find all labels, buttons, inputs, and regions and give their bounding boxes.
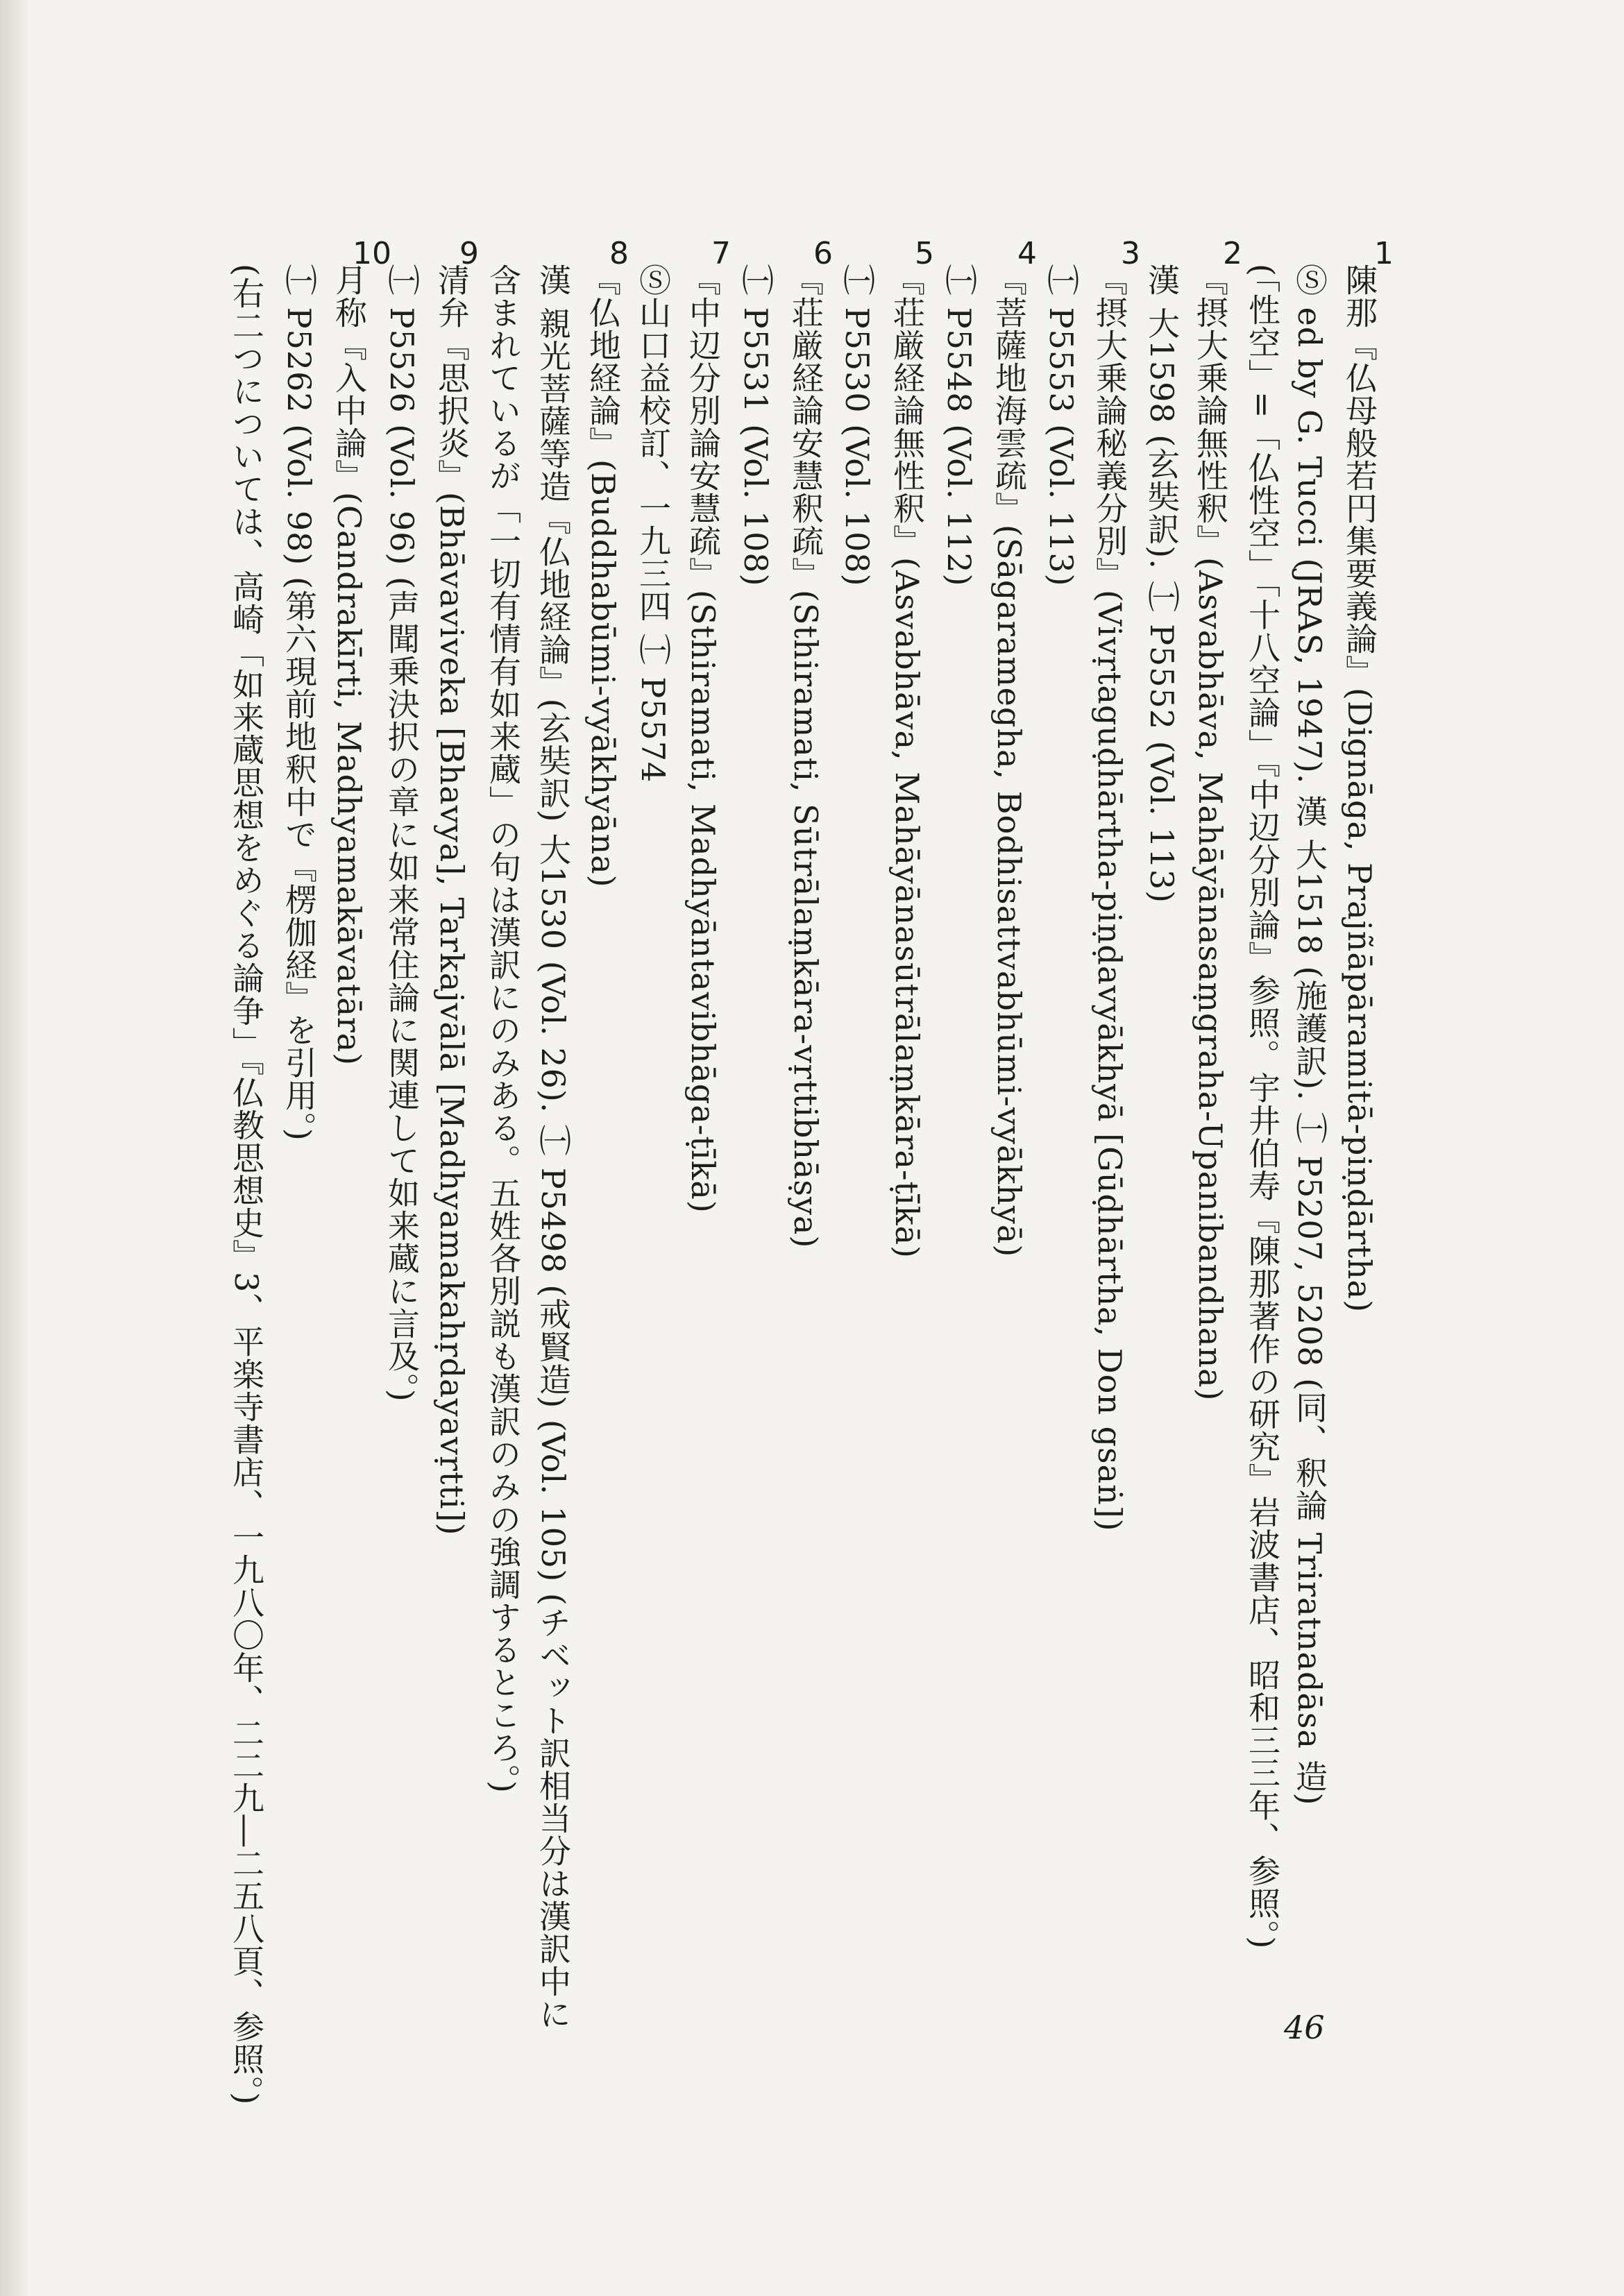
note-line: ㈠ P5553 (Vol. 113) (1042, 264, 1080, 587)
note-number: 6 (813, 236, 833, 271)
note-line: 月称『入中論』(Candrakīrti, Madhyamakāvatāra) (330, 264, 368, 1066)
note-number: 8 (609, 236, 629, 271)
note-number: 4 (1017, 236, 1037, 271)
note-number: 1 (1374, 236, 1394, 271)
note-line: 『荘厳経論安慧釈疏』(Sthiramati, Sūtrālaṃkāra-vṛttibhāṣya) (787, 264, 824, 1249)
note-remark: (右二つについては、高崎「如来蔵思想をめぐる論争」『仏教思想史』3、平楽寺書店、一九八〇年、二二九―二五八頁、参照。) (228, 264, 265, 2106)
note-line: 『中辺分別論安慧疏』(Sthiramati, Madhyāntavibhāga-ṭīkā) (684, 264, 722, 1214)
note-line: Ⓢ山口益校訂、一九三四 ㈠ P5574 (634, 264, 672, 783)
note-line: 『荘厳経論無性釈』(Asvabhāva, Mahāyānasūtrālaṃkāra-ṭīkā) (888, 264, 926, 1259)
note-line: ㈠ P5262 (Vol. 98) (第六現前地釈中で『楞伽経』を引用。) (280, 264, 318, 1141)
note-line: 含まれているが「一切有情有如来蔵」の句は漢訳にのみある。五姓各別説も漢訳のみの強調するところ。) (484, 264, 522, 1794)
note-line: Ⓢ ed by G. Tucci (JRAS, 1947). 漢 大1518 (施護訳). ㈠ P5207, 5208 (同、釈論 Triratnadāsa 造) (1291, 264, 1328, 1806)
page-number: 46 (1284, 2009, 1325, 2046)
note-number: 5 (915, 236, 934, 271)
note-line: ㈠ P5530 (Vol. 108) (838, 264, 876, 587)
note-number: 9 (459, 236, 479, 271)
note-line: 漢 大1598 (玄奘訳). ㈠ P5552 (Vol. 113) (1143, 264, 1181, 904)
note-line: 『仏地経論』(Buddhabūmi-vyākhyāna) (584, 264, 622, 888)
note-line: ㈠ P5526 (Vol. 96) (声聞乗決択の章に如来常住論に関連して如来蔵に言及。) (383, 264, 421, 1402)
note-line: ㈠ P5548 (Vol. 112) (940, 264, 978, 587)
note-line: 清弁『思択炎』(Bhāvaviveka [Bhavya], Tarkajvālā [Madhyamakahṛdayavṛtti]) (433, 264, 471, 1536)
scan-edge (0, 0, 28, 2296)
note-number: 10 (353, 236, 391, 271)
note-line: (「性空」=「仏性空」「十八空論」『中辺分別論』参照。宇井伯寿『陳那著作の研究』岩波書店、昭和三三年、参照。) (1244, 264, 1281, 1950)
note-line: 『菩薩地海雲疏』(Sāgaramegha, Bodhisattvabhūmi-vyākhyā) (990, 264, 1028, 1258)
note-number: 7 (711, 236, 731, 271)
note-line: 『摂大乗論無性釈』(Asvabhāva, Mahāyānasaṃgraha-Upanibandhana) (1192, 264, 1229, 1402)
note-line: 漢 親光菩薩等造『仏地経論』(玄奘訳) 大1530 (Vol. 26). ㈠ P5498 (戒賢造) (Vol. 105) (チベット訳相当分は漢訳中に (534, 264, 572, 2030)
note-line: ㈠ P5531 (Vol. 108) (737, 264, 775, 587)
note-number: 2 (1223, 236, 1242, 271)
note-number: 3 (1121, 236, 1140, 271)
note-line: 『摂大乗論秘義分別』(Vivṛtaguḍhārtha-piṇḍavyākhyā [Gūḍhārtha, Don gsaṅ]) (1091, 264, 1128, 1532)
note-line: 陳那『仏母般若円集要義論』(Dignāga, Prajñāpāramitā-piṇḍārtha) (1341, 264, 1378, 1313)
